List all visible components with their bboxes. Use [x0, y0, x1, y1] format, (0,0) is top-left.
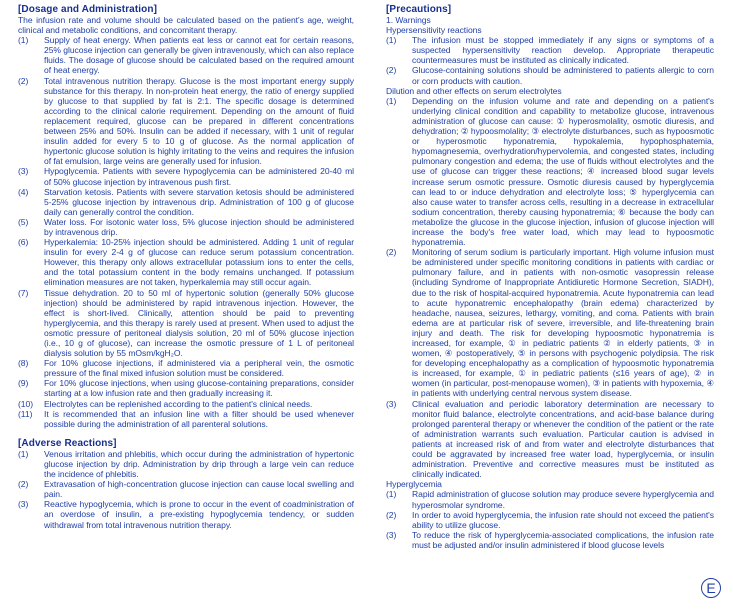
item-text: The infusion must be stopped immediately if any signs or symptoms of a suspected hypersensitivity reaction develop. Appropriate therapeutic countermeasures must be instituted as clinically indicated. [412, 35, 714, 66]
item-text: Clinical evaluation and periodic laboratory determination are necessary to monitor fluid balance, electrolyte concentrations, and acid-base balance during prolonged parenteral therapy or whenever the condition of the patient or the rate of administration warrants such evaluation. Particular caution is advised in patients at increased risk of and from water and electrolyte disturbances that could be aggravated by increased free water load, hyperglycemia, or insulin administration. Preventive and corrective measures must be instituted as clinically indicated. [412, 398, 714, 480]
item-number: (3) [386, 398, 397, 409]
left-column [18, 4, 354, 530]
item-number: (2) [18, 479, 29, 490]
dilution-list [386, 96, 714, 480]
item-text: Starvation ketosis. Patients with severe starvation ketosis should be administered 5-25% glucose injection by intravenous drip. Administration of 100 g of glucose daily can generally control the condition. [44, 186, 354, 217]
list-item [18, 166, 354, 186]
item-text: Supply of heat energy. When patients eat less or cannot eat for certain reasons, 25% glucose injection can generally be given intravenously, which can also replace fluids. The dosage of glucose should be calculated based on the required amount of heat energy. [44, 35, 354, 76]
right-column [386, 4, 714, 550]
precautions-heading: [Precautions] [386, 4, 452, 15]
dosage-list [18, 35, 354, 429]
list-item [18, 217, 354, 237]
item-text: Reactive hypoglycemia, which is prone to occur in the event of coadministration of an overdose of insulin, a pre-existing hypoglycemia tendency, or sudden withdrawal from total intravenous nutrition therapy. [44, 499, 354, 530]
list-item [18, 237, 354, 287]
list-item [18, 288, 354, 359]
item-number: (5) [18, 216, 29, 227]
list-item [386, 399, 714, 480]
adverse-list [18, 449, 354, 530]
list-item [18, 499, 354, 529]
list-item [18, 358, 354, 378]
list-item [386, 247, 714, 398]
list-item [386, 35, 714, 65]
item-number: (2) [18, 75, 29, 86]
item-text: Electrolytes can be replenished according to the patient's clinical needs. [44, 398, 313, 409]
list-item [386, 96, 714, 247]
item-number: (1) [386, 489, 397, 500]
item-number: (10) [18, 398, 33, 409]
item-text: Hypoglycemia. Patients with severe hypoglycemia can be administered 20-40 ml of 50% glucose injection by intravenous push first. [44, 166, 354, 187]
item-text: Hyperkalemia: 10-25% injection should be administered. Adding 1 unit of regular insulin for every 2-4 g of glucose can reduce serum potassium concentration. However, this therapy only allows extracellular potassium ions to enter the cells, and the total potassium content in the body remains unchanged. If potassium elimination measures are not taken, hyperkalemia may still occur again. [44, 237, 354, 288]
item-text: In order to avoid hyperglycemia, the infusion rate should not exceed the patient's ability to utilize glucose. [412, 509, 714, 530]
hyperglycemia-title: Hyperglycemia [386, 479, 442, 490]
list-item [18, 409, 354, 429]
warnings-label: 1. Warnings [386, 15, 431, 25]
item-text: Water loss. For isotonic water loss, 5% glucose injection should be administered by intravenous drip. [44, 216, 354, 237]
item-text: Venous irritation and phlebitis, which occur during the administration of hypertonic glucose injection by drip. Administration by drip through a large vein can reduce the incidence of phlebitis. [44, 448, 354, 480]
list-item [386, 489, 714, 509]
item-number: (6) [18, 237, 29, 248]
item-text: Rapid administration of glucose solution may produce severe hyperglycemia and hyperosmolar syndrome. [412, 489, 714, 510]
item-text: For 10% glucose injections, if administered via a peripheral vein, the osmotic pressure of the final mixed infusion solution must be considered. [44, 358, 354, 379]
item-number: (9) [18, 378, 29, 389]
list-item [386, 510, 714, 530]
item-number: (2) [386, 65, 397, 76]
hyperglycemia-list [386, 489, 714, 550]
item-text: Total intravenous nutrition therapy. Glucose is the most important energy supply substance for this therapy. In non-protein heat energy, the ratio of energy supplied by glucose to that supplied by fat is 2:1. The specific dosage is determined according to the clinical calorie requirement. Depending on the amount of fluid replacement required, glucose can be prepared in different concentrations between 25% and 50%. Insulin can be added if necessary, with 1 unit of regular insulin added for every 5 to 10 g of glucose. As the normal application of hypertonic glucose solution is highly irritating to the veins and requires the infusion of fat emulsion, large veins are generally used for infusion. [44, 75, 354, 167]
item-number: (3) [386, 529, 397, 540]
item-number: (8) [18, 358, 29, 369]
dosage-heading: [Dosage and Administration] [18, 4, 158, 15]
item-text: Monitoring of serum sodium is particularly important. High volume infusion must be administered under specific monitoring conditions in patients with cardiac or pulmonary failure, and in patients with non-osmotic vasopressin release (including Syndrome of Inappropriate Antidiuretic Hormone Secretion, SIADH), due to the risk of hospital-acquired hyponatremia. Acute hyponatremia can lead to acute hyponatremic encephalopathy (brain edema) characterized by headache, nausea, seizures, lethargy, vomiting, and coma. Patients with brain edema are at particular risk of severe, irreversible, and life-threatening brain injury and death. The risk for developing hypoosmotic hyponatremia is increased, for example, ① in pediatric patients ② in elderly patients, ③ in women, ④ postoperatively, ⑤ in persons with psychogenic polydipsia. The risk for developing encephalopathy as a complication of hypoosmotic hyponatremia is increased, for example, ① in pediatric patients (≤16 years of age), ② in women (in particular, post-menopause women), ③ in patients with hypoxemia, ④ in patients with underlying central nervous system disease. [412, 247, 714, 399]
item-text: Depending on the infusion volume and rate and depending on a patient's underlying clinical condition and capability to metabolize glucose, intravenous administration of glucose can cause: ① hyperosmolality, osmotic diuresis, and dehydration; ② hypoosmolality; ③ electrolyte disturbances, such as hypoosmotic or hyperosmotic hyponatremia, hypokalemia, hypophosphatemia, hypomagnesemia, overhydration/hypervolemia, and congested states, including pulmonary congestion and edema; the use of fluids without electrolytes and the use of glucose can trigger these reactions; ④ increased blood sugar levels increase serum osmotic pressure. Osmotic diuresis caused by hyperglycemia can lead to or induce dehydration and electrolyte loss; ⑤ hyperglycemia can also cause water to transfer across cells, resulting in a decrease in extracellular sodium concentration, thereby causing hyponatremia; ⑥ because the body can metabolize the glucose in the glucose injection, infusion of glucose injection will increase the body's free water load, which may lead to hypoosmotic hyponatremia. [412, 95, 714, 248]
list-item [18, 76, 354, 167]
circled-e-icon: E [701, 578, 721, 598]
dosage-intro: The infusion rate and volume should be calculated based on the patient's age, weight, clinical and metabolic conditions, and concomitant therapy. [18, 15, 354, 36]
list-item [18, 479, 354, 499]
hypersensitivity-list [386, 35, 714, 85]
item-number: (2) [386, 509, 397, 520]
item-number: (4) [18, 186, 29, 197]
item-text: Glucose-containing solutions should be administered to patients allergic to corn or corn products with caution. [412, 65, 714, 86]
list-item [18, 449, 354, 479]
item-number: (7) [18, 287, 29, 298]
item-text: Extravasation of high-concentration glucose injection can cause local swelling and pain. [44, 479, 354, 500]
item-number: (1) [18, 448, 29, 459]
item-number: (1) [386, 95, 397, 106]
adverse-heading: [Adverse Reactions] [18, 437, 117, 449]
list-item [18, 187, 354, 217]
item-text: To reduce the risk of hyperglycemia-associated complications, the infusion rate must be adjusted and/or insulin administered if blood glucose levels [412, 529, 714, 550]
item-text: Tissue dehydration. 20 to 50 ml of hypertonic solution (generally 50% glucose injection) should be administered by rapid intravenous injection. However, the effect is short-lived. Clinically, attention should be paid to preventing hyperglycemia, and this therapy is rarely used at present. When used to adjust the osmotic pressure of peritoneal dialysis solution, 20 ml of 50% glucose injection (i.e., 10 g of glucose), can increase the osmotic pressure of 1 L of peritoneal dialysis solution by 55 mOsm/kgH₂O. [44, 287, 354, 359]
item-number: (3) [18, 499, 29, 510]
item-number: (1) [18, 35, 29, 46]
list-item [18, 399, 354, 409]
dilution-title: Dilution and other effects on serum electrolytes [386, 85, 562, 96]
section-gap [18, 429, 354, 438]
list-item [18, 35, 354, 75]
item-text: For 10% glucose injections, when using glucose-containing preparations, consider starting at a low infusion rate and then gradually increasing it. [44, 378, 354, 399]
item-number: (3) [18, 166, 29, 177]
list-item [18, 378, 354, 398]
item-number: (2) [386, 247, 397, 258]
list-item [386, 65, 714, 85]
item-number: (11) [18, 408, 33, 419]
list-item [386, 530, 714, 550]
hypersensitivity-title: Hypersensitivity reactions [386, 25, 482, 36]
item-number: (1) [386, 35, 397, 46]
item-text: It is recommended that an infusion line with a filter should be used whenever possible during the administration of all parenteral solutions. [44, 408, 354, 429]
